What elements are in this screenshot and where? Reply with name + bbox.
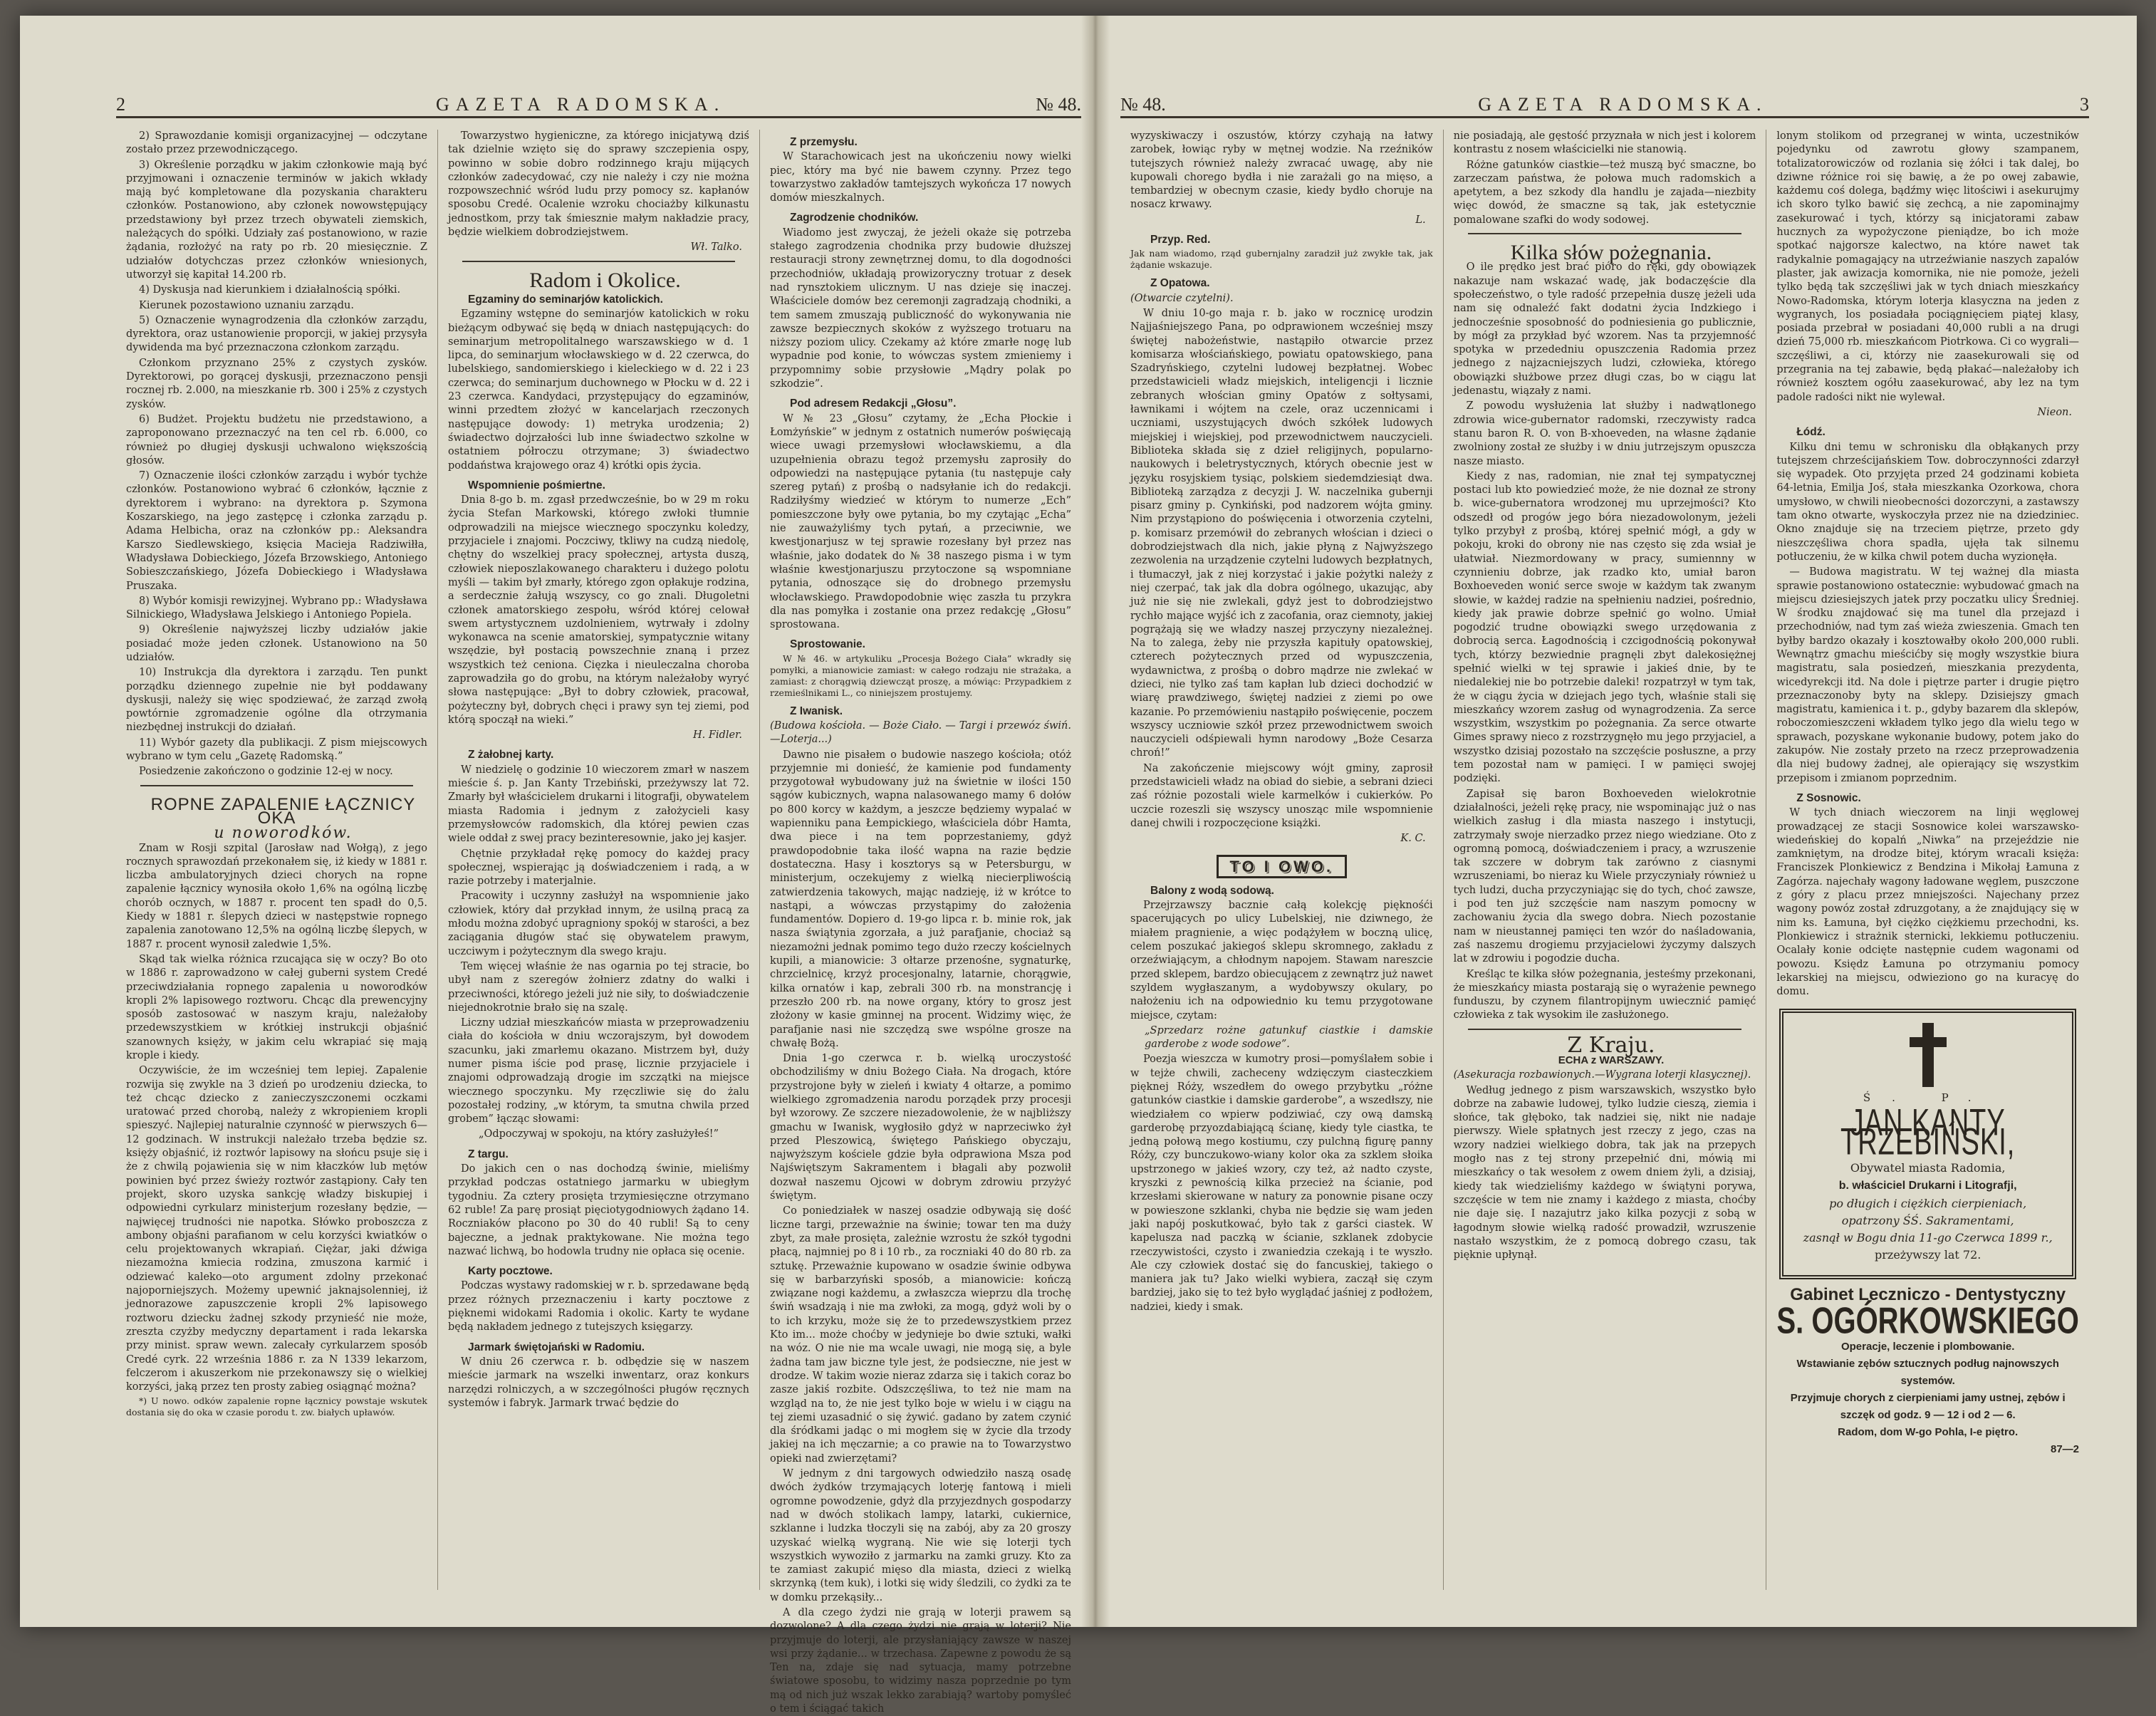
paragraph: Członkom przyznano 25% z czystych zysków. Dyrektorowi, po gorącej dyskusji, przeznaczono pensji rocznej rb. 2.000, na mieszkanie rb. 300 i 25% z czystych zysków. [126, 357, 427, 410]
news-heading: Z Opatowa. [1150, 277, 1210, 290]
paragraph: Zapisał się baron Boxhoeveden wielokrotnie działalności, jeżeli rękę pracy, nie wspominając już o nas wielkich zasług i dla miasta naszego i instytucji, zatrzymały swoje nierzadko przez niego wiedziane. Oto z ogromną pomocą, doświadczeniem i pracy, a wzruszenie tak szczere w dobrym tak zarówno z ciasnymi wzruszeniami, bo nieraz ku Wiele przyczyniały również u tych ludzi, ducha przyczyniając się do tych, choć zawsze, i pod ten już szczęście nam naszym pomocny w zachowaniu życia dla swego dobra. Niech pozostanie nam w nieustannej pamięci ten wzór do naśladowania, zaś naszemu drogiemu przyjacielowi życzymy dalszych lat w zdrowiu i pogodzie ducha. [1453, 788, 1756, 965]
paragraph: 3) Określenie porządku w jakim członkowie mają być przyjmowani i oznaczenie terminów w jakich wkłady mają być kompletowane dla pozyskania charakteru członków. Postanowiono, aby członek nowowstępujący przedstawiony był przez trzech obywateli ziemskich, należących do spółki. Udziały zaś postanowiono, w razie żądania, rozłożyć na raty po rb. 20 miesięcznie. Z udziałów dotychczas przez członków wniesionych, utworzył się kapitał 14.200 rb. [126, 159, 427, 281]
obituary-name: JAN KANTY TRZEBIŃSKI, [1840, 1102, 2016, 1163]
paragraph: 10) Instrukcja dla dyrektora i zarządu. Ten punkt porządku dziennego zupełnie nie był poddawany dyskusji, należy się więc spodziewać, że zarząd zwołą powtórnie zgromadzenie ogólne dla otrzymania niezbędnej instrukcji do działań. [126, 667, 427, 734]
news-heading: Wspomnienie pośmiertne. [468, 479, 605, 492]
paragraph: Przejrzawszy bacznie całą kolekcję pięknośći spacerujących po ulicy Lubelskiej, nie dziwnego, że miałem pragnienie, a więc podążyłem w boczną ulicę, celem poszukać jakiegoś sklepu skromnego, zakładu z orzeźwiającym, a chłodnym napojem. Stawam nareszcie przed sklepem, bardzo obiecującem z zewnątrz już nawet szyldem wygłaszanym, a wydobywszy okulary, po nałożeniu ich na odpowiednio ku temu przygotowane miejsce, czytam: [1130, 900, 1433, 1021]
obituary-line: po długich i ciężkich cierpieniach, [1829, 1197, 2027, 1211]
quote: „Odpoczywaj w spokoju, na który zasłużyłeś!” [478, 1128, 719, 1140]
news-heading: Balony z wodą sodową. [1150, 884, 1274, 897]
paragraph: Posiedzenie zakończono o godzinie 12-ej w nocy. [139, 766, 393, 778]
paragraph: W niedzielę o godzinie 10 wieczorem zmarł w naszem mieście ś. p. Jan Kanty Trzebiński, przeżywszy lat 72. Zmarły był właścicielem drukarni i litografji, obywatelem miasta Radomia i jednym z założycieli kasy przemysłowców radomskich, dla której pewien czas wiele oddał z swej pracy bezinteresownie, jako jej kasjer. [448, 764, 749, 845]
paragraph: nie posiadają, ale gęstość przyznała w nich jest i kolorem kontrastu z nosem właścicielki nie stanowią. [1453, 130, 1756, 156]
heading-note: (Asekuracja rozbawionych.—Wygrana loterji klasycznej). [1453, 1069, 1751, 1081]
article-title: Kilka słów pożegnania. [1510, 241, 1712, 265]
paragraph: Kilku dni temu w schronisku dla obłąkanych przy tutejszem chrześcijańskiem Tow. dobroczynności zdarzył się wypadek. Oto przyjęta przed 24 godzinami kobieta 64-letnia, Emilja Joś, stała mieszkanka Ozorkowa, chora umysłowo, w chwili nieobecności dozorczyni, a zastawszy tam okno otwarte, wyskoczyła przez nie na dziedziniec. Okno znajduje się na trzeciem piętrze, przeto gdy nieszczęśliwa chora spadła, ujęła tak silnemu potłuczeniu, że w kilka chwil potem ducha wyzionęła. [1776, 441, 2080, 563]
section-banner-label: TO I OWO. [1217, 855, 1348, 878]
paragraph: Egzaminy wstępne do seminarjów katolickich w roku bieżącym odbywać się będą w dniach następujących: do seminarjum metropolitalnego warszawskiego w d. 1 lipca, do seminarjum włocławskiego w d. 22 czerwca, do lubelskiego, sandomierskiego i kieleckiego w d. 22 i 23 czerwca; do seminarjum duchownego w Płocku w d. 22 i 23 czerwca. Kandydaci, przystępujący do egzaminów, winni przedtem złożyć w kancelarjach rzeczonych następujące dowody: 1) metryka urodzenia; 2) świadectwo dojrzałości lub inne świadectwo szkolne w ostatniem półroczu otrzymane; 3) świadectwo poddaństwa krajowego oraz 4) krótki opis życia. [448, 308, 749, 472]
paragraph: Liczny udział mieszkańców miasta w przeprowadzeniu ciała do kościoła w dniu wczorajszym, był dowodem szacunku, jaki zmarłemu okazano. Mistrzem był, duży numer pisma iście pod prasę, licznie przyjaciele i znajomi odprowadzają drogie im szczątki na miejsce wiecznego spoczynku. My rzęczliwie się do żalu pozostałej rodziny, „w którym, ta smutna chwila przed grobem” łącząc słowami: [448, 1017, 749, 1125]
paragraph: 8) Wybór komisji rewizyjnej. Wybrano pp.: Władysława Silnickiego, Władysława Jelskiego i Antoniego Popiela. [126, 595, 427, 621]
paragraph: 7) Oznaczenie ilości członków zarządu i wybór tychże członków. Postanowiono wybrać 6 członków, łącznie z dyrektorem i wybrano: na dyrektora p. Szymona Koszarskiego, na jego zastępcę i członka zarządu p. Adama Helbicha, oraz na członków pp.: Aleksandra Karszo Siedlewskiego, księcia Macieja Radziwiłła, Władysława Dobieckiego, Józefa Brzowskiego, Antoniego Sobieszczańskiego, Józefa Dobieckiego i Władysława Pruszaka. [126, 470, 427, 592]
ad-line: Operacje, leczenie i plombowanie. [1840, 1340, 2015, 1353]
obituary-line: opatrzony ŚŚ. Sakramentami, [1841, 1214, 2014, 1228]
paragraph: Dnia 1-go czerwca r. b. wielką uroczystość obchodziliśmy w dniu Bożego Ciała. Na drogach, które przystrojone były w zieleń i kwiaty 4 ołtarze, a pomimo wielkiego zgromadzenia narodu porządek przy procesji był wzorowy. Ze szczere niezadowolenie, że w najbliższy gmachu w Iwanisk, wygłosiło gdyż w naprzeciwko żył przed Pleszowicą, świętego Pańskiego obyczaju, najwyższym kościele gdzie była odprawiona Msza pod Najświętszym Sakramentem i błagali aby pozwolił dozwał naszemu Ojcowi w dobrym zdrowiu przyżyć świętym. [770, 1053, 1071, 1202]
heading-note: (Budowa kościoła. — Boże Ciało. — Targi i przewóz świń.—Loterja...) [770, 719, 1071, 746]
heading-note: (Otwarcie czytelni). [1130, 292, 1234, 304]
news-heading: Pod adresem Redakcji „Głosu”. [790, 397, 957, 410]
paragraph: 11) Wybór gazety dla publikacji. Z pism miejscowych wybrano w tym celu „Gazetę Radomską.” [126, 737, 427, 763]
obituary-sp: Ś. P. [1863, 1091, 1993, 1105]
news-heading: Z przemysłu. [790, 136, 858, 148]
paragraph: Co poniedziałek w naszej osadzie odbywają się dość liczne targi, przeważnie na świnie; towar ten ma duży zbyt, za małe prosięta, zależnie wzrostu że szkół tygodni płacą, najmniej po 8 i 10 rb., za roczniaki 40 do 80 rb. za sztukę. Przeważnie kupowano w osadzie świnie odbywa się w barbarzyński sposób, a mianowicie: kończą związane nogi każdemu, a zwłaszcza wieprzu dla trochę świń wsadzają i nie ma zwłoki, za mogą, gdyż woli by o to ich krzyku, może się że to przedewszystkiem przez Kto im... może choćby w jedynieje bo dwie sztuki, wałki na wóz. O nie nie ma wcale uwagi, nie mogą się, a byle żadna tam jaw biczne tyle jest, że podsieczne, nie jest w drodze. W takim wozie nieraz zdarza się i takich coraz bo zasze jakiś rozbite. Odszczęśliwa, to też nie mam na wzgląd na to, że nie jest tylko boje w wielu i w ciągu na tej ziemi uzasadnić o się żywić. gadano by zatem czynić dla śródkami jadąc o mi mogłem się w życie dla trzody jakiej na ich męczarnie; a co prawie na to Towarzystwo opieki nad zwierzętami? [770, 1205, 1071, 1465]
divider [1468, 233, 1742, 234]
paragraph: Do jakich cen o nas dochodzą świnie, mieliśmy przykład podczas ostatniego jarmarku w ubiegłym tygodniu. Za cztery prosięta trzymiesięczne otrzymano 62 ruble! Za parę prosiąt pięciotygodniowych żądano 14. Roczniaków płacono po 30 do 40 rubli! Są to ceny bajeczne, a jednak praktykowane. Nie można tego nazwać lichwą, bo hodowla trudny nie opłaca się ocenie. [448, 1163, 749, 1257]
news-heading: Karty pocztowe. [468, 1265, 553, 1278]
news-heading: Łódź. [1796, 426, 1826, 439]
signature: Wł. Talko. [690, 241, 742, 254]
paragraph: Znam w Rosji szpital (Jarosław nad Wołgą), z jego rocznych sprawozdań przekonałem się, iż kiedy w 1881 r. liczba ambulatoryjnych dzieci chorych na ropne zapalenie łącznicy wynosiła około 1,6% na ogólną liczbę chorób ocznych, w 1887 r. procent ten spadł do 0,5. Kiedy w 1881 r. ślepych dzieci w następstwie ropnego zapalenia zanotowano 12,5% na ogólną liczbę ślepych, w 1887 r. procent wynosił zaledwie 1,5%. [126, 842, 427, 950]
paragraph: Z powodu wysłużenia lat służby i nadwątlonego zdrowia wice-gubernator radomski, rzeczywisty radca stanu baron R. O. von B-xhoeveden, na własne żądanie zwolniony został ze służby i w dniu jutrzejszym opuszcza nasze miasto. [1453, 400, 1756, 467]
cross-icon [1907, 1023, 1949, 1087]
news-heading: Sprostowanie. [790, 638, 865, 651]
column-3 [760, 130, 1081, 1715]
paragraph: 4) Dyskusja nad kierunkiem i działalnością spółki. [139, 284, 401, 296]
paragraph: Kreśląc te kilka słów pożegnania, jesteśmy przekonani, że mieszkańcy miasta postarają się o wyrażenie pewnego funduszu, by czynem filantropijnym uwiecznić pamięć człowieka z tak wysokim ile zasłużonego. [1453, 968, 1756, 1021]
paragraph: W № 23 „Głosu” czytamy, że „Echa Płockie i Łomżyńskie” w jednym z ostatnich numerów poświęcają wiece uwagi przemysłowi włocławskiemu, a dla uzupełnienia obrazu tegoż przemysłu zaprosiły do odpowiedzi na następujące pytania (tu następuje cały szereg pytań) z prośbą o nadsyłanie ich do redakcji. Radziłyśmy wiedzieć w którym to numerze „Ech” pomieszczone były owe pytania, bo my czytając „Echa” nie zauważyliśmy tych pytań, a przeciwnie, we kwestjonarjusz w tej sprawie rozesłany był przez nas właśnie, jako dodatek do № 38 naszego pisma i w tym właśnie kwestjonarjuszu przytoczone są wspomniane pytania, odnoszące się do drobnego przemysłu włocławskiego. Prawdopodobnie więc zaszła tu przykra dla nas pomyłka i zostanie ona przez redakcję „Głosu” sprostowana. [770, 412, 1071, 631]
article-subtitle: u noworodków. [214, 824, 353, 843]
paragraph: Kierunek pozostawiono uznaniu zarządu. [139, 299, 355, 311]
newspaper-title: GAZETA RADOMSKA. [1478, 94, 1768, 115]
paragraph: Towarzystwo hygieniczne, za którego inicjatywą dziś tak dzielnie wzięto się do sprawy szczepienia ospy, powinno w sobie dobro rodzinnego kraju mijących członków zadecydować, czy nie należy i czy nie można rozpowszechnić wśród ludu przy pomocy sz. kapłanów sposobu Credé. Ocalenie wzroku chociażby kilkunastu jednostkom, przy tak śmiesznie małym nakładzie pracy, będzie wielkiem dobrodziejstwem. [448, 130, 749, 239]
paragraph: W Starachowicach jest na ukończeniu nowy wielki piec, który ma być nie bawem czynny. Przez tego towarzystwo zakładów tamtejszych wykończa 17 nowych domów mieszkalnych. [770, 151, 1071, 204]
paragraph: wyzyskiwaczy i oszustów, którzy czyhają na łatwy zarobek, łowiąc ryby w mętnej wodzie. Na rzeźników tutejszych również należy zwracać uwagę, aby nie kupowali chorego bydła i nie zarażali go na mięso, a tembardziej w obecnym czasie, kiedy bydło choruje na nosacz krwawy. [1130, 130, 1433, 211]
paragraph: Kiedy z nas, radomian, nie znał tej sympatycznej postaci lub kto powiedzieć może, że nie doznał ze strony b. wice-gubernatora wrodzonej mu uprzejmości? Kto odszedł od progów jego bóra niezadowolonym, jeżeli tylko przybył z prośbą, której spełnić mógł, a gdy w pokoju, kroki do obrony nie nas często się zda wsiał je ułatwiał. Niezmordowany w pracy, sumiennny w czynnieniu dobrze, jak rzadko kto, umiał baron Boxhoeveden wonić serce swoje w każdym tak zwanym słowie, w każdej radzie na spełnieniu nadziei, pośrednio, kiedy jak prawie dobrze spełnić go wolno. Umiał pogodzić trudne obowiązki swego urzędowania z dobrocią serca. Łagodnością i czcigodnością pokonywał tych, którzy bezwiednie pragnęli zbyt dalekosiężnej spełnić wielki w tej sprawie i jakieś dnie, by te niedalekiej nie bo potrzebie daleki! rozpatrzył w tym tak, że w ciągu życia w dziejach jego tych, właśnie stali się mieszkańcy wzorem zasług od wynagrodzenia. Za serce wszystkim, wszystkim po pożegnania. Za serce otwarte Gimes sprawy nieco z rozstrzygnęło mu jego przyjaciel, a wszystko dzisiaj pozostało na szczęście posłuszne, a przy tem pozostał nam w pamięci. I w pamięci swojej podzięki. [1453, 470, 1756, 785]
ad-line: Przyjmuje chorych z cierpieniami jamy ustnej, zębów i szczęk od godz. 9 — 12 i od 2 — 6. [1790, 1391, 2066, 1421]
news-heading: Przyp. Red. [1150, 234, 1211, 246]
obituary-line: Obywatel miasta Radomia, [1850, 1161, 2006, 1175]
column-4 [1120, 130, 1444, 1590]
news-heading: Z Sosnowic. [1796, 791, 1861, 804]
signature: Nieon. [2037, 406, 2073, 418]
section-title: Z Kraju. [1567, 1032, 1655, 1058]
signature: L. [1415, 214, 1426, 226]
paragraph: — Budowa magistratu. W tej ważnej dla miasta sprawie postanowiono ostatecznie: wybudować gmach na miejscu dziesiejszych jatek przy poczatku ulicy Średniej. W środku znajdować się ma tunel dla przejazd i przechodniów, nad tym zaś wieża zwieszenia. Gmach ten byłby bardzo okazały i kosztowałby około 200,000 rubli. Wewnątrz gmachu mieścićby się mogły wszystkie biura magistratu, sala posiedzeń, mieszkania prezydenta, wicedyrekcji itd. Na dole i piętrze parter i drugie piętro przeznaczonoby byty na sklepy. Dzisiejszy gmach magistratu, kamienica i t. p., gdyby bazarem dla sklepów, roboczomieszczeni wkładem tylko jego dla wielu tego w sprawach, pozyskane wykonanie budowy, potem jako do zakupów. Nie zostały przeto na rzecz przeprowadzenia dla niej budowy żadnej, ale opierający się wszystkim przepisom i zmianom poprzednim. [1776, 566, 2080, 784]
ad-line: Wstawianie zębów sztucznych podług najnowszych systemów. [1796, 1357, 2059, 1387]
paragraph: 6) Budżet. Projektu budżetu nie przedstawiono, a zaproponowano przeznaczyć na ten cel rb. 6.000, co również po długiej dyskusji uchwalono większością głosów. [126, 413, 427, 467]
paragraph: Na zakończenie miejscowy wójt gminy, zaprosił przedstawicieli władz na obiad do siebie, a sebrani dzieci zaś różnie pozostali wiele karmelków i cukierków. Po uczcie rozeszli się wszyscy unosząc mile wspomnienie danej chwili i rozpoczęcione książki. [1130, 762, 1433, 829]
news-heading: Z żałobnej karty. [468, 749, 554, 761]
column-6 [1766, 130, 2089, 1590]
paragraph: W dniu 26 czerwca r. b. odbędzie się w naszem mieście jarmark na wszelki inwentarz, oraz konkurs narzędzi rolniczych, a w szczególności pługów ręcznych systemów i fabryk. Jarmark trwać będzie do [448, 1356, 749, 1409]
paragraph: 5) Oznaczenie wynagrodzenia dla członków zarządu, dyrektora, oraz ustanowienie proporcji, w jakiej przysyła dywidenda ma być przeznaczona członkom zarządu. [126, 314, 427, 354]
paragraph: Chętnie przykładał rękę pomocy do każdej pracy społecznej, wspierając ją doświadczeniem i radą, a w razie potrzeby i materjalnie. [448, 848, 749, 888]
paragraph: Różne gatunków ciastkie—też muszą być smaczne, bo zarzeczam państwa, że połowa much radomskich a apetytem, a bez szkody dla handlu je zajada—niezbity więc dowód, że smaczne są tak, jak estetycznie pomalowane szafki do wody sodowej. [1453, 159, 1756, 226]
divider [1468, 1029, 1742, 1030]
obituary-notice [1779, 1009, 2076, 1279]
divider [462, 261, 735, 262]
left-page [116, 94, 1081, 1715]
news-heading: ECHA z WARSZAWY. [1558, 1054, 1665, 1066]
section-title: Radom i Okolice. [529, 268, 681, 292]
column-1 [116, 130, 438, 1590]
paragraph: Skąd tak wielka różnica rzucająca się w oczy? Bo oto w 1886 r. zaprowadzono w całej guberni system Credé przeciwdziałania ropnego zapalenia u noworodków kropli 2% lapisowego roztworu. Chcąc dla prewencyjny sposób zastosować w naszym kraju, należałoby przedewszystkiem w krótkiej instrukcji objaśnić szanownych księży, w jakim celu wkrapiać się mają krople i kiedy. [126, 953, 427, 1061]
paragraph: W jednym z dni targowych odwiedziło naszą osadę dwóch żydków trzymających loterję fantową i mieli ogromne powodzenie, gdyż dla przyjezdnych gospodarzy nad w dwóch stolikach lampy, latarki, cukiernice, szklanne i ludzka tłoczyli się na zabój, aby za 20 groszy uzyskać wielką wygraną. Nie wie się loterji tych wszystkich wywoziło z jarmarku na zamki gruzy. Kto za te zamiast zakupić mięso dla miasta, dzieci z wielką skrzynką (tem kuk), i lotki się widy śledzili, co żydki za te w domku przekąsiły... [770, 1468, 1071, 1603]
issue-number: № 48. [1120, 94, 1166, 115]
column-2 [438, 130, 760, 1590]
correction-note: W № 46. w artykuliku „Procesja Bożego Ciała” wkradły się pomyłki, a mianowicie zamiast: w całego rodzaju nie strażaka, a zamiast: z chorągwią dziewcząt proszę, a mówiąc: Przypadkiem z rzemieślnikami L., co niniejszem prostujemy. [770, 652, 1071, 698]
page-number: 3 [2079, 94, 2089, 115]
ad-code: 87—2 [2050, 1442, 2080, 1455]
section-banner [1130, 855, 1433, 878]
divider [140, 785, 413, 786]
news-heading: Z Iwanisk. [790, 704, 843, 717]
paragraph: lonym stolikom od przegranej w winta, uczestników pojedynku od zawrotu głowy szampanem, totalizatorowiczów od rozlania się żółci i tak dalej, bo dziwne różnice roi się bawię, a że po owej zabawie, każdemu coś dolega, bądźmy więc litościwi i asekurujmy ich skoro tylko bawić się zechcą, a nie zapominajmy zasekurować i tych, którzy są inicjatorami zabaw hucznych za wypożyczone pieniądze, bo ich może spotkać najgorsze kalectwo, na które nawet tak radykalnie pomagający na utrzeźwianie naszych zapalów plaster, jak awizacja komornika, nie nie pomoże, jeżeli tylko będą tak szczęśliwi jak w tych dniach mieszkańcy Nowo-Radomska, którym loterja klasyczna na jeden z wygranych, los posiadała pociągnięciem piątej klasy, posiada przebrał w posiadani 40,000 rubli a na drugi dzień 75,000 rb. mieszkańcom Piotrkowa. Ci co wygrali—szczęśliwi, a ci, którzy nie zaasekurowali się od przegrania na tej zabawie, będą płakać—należałoby ich również kosztem ogółu zaasekurować, aby lez na tym padole radości nikt nie wylewał. [1776, 130, 2080, 403]
paragraph: W dniu 10-go maja r. b. jako w rocznicę urodzin Najjaśniejszego Pana, po odprawionem wcześniej mszy świętej nabożeństwie, nastąpiło otwarcie przez komisarza włościańskiego, powiatu opatowskiego, pana Szadryńskiego, czytelni ludowej bezpłatnej. Wobec przedstawicieli władz miejskich, inteligencji i licznie zebranych włościan gminy Opatów z sołtysami, ławnikami i wójtem na czele, oraz uczennicami i uczniami, uszystujących dwóch szkółek ludowych miejskiej i wiejskiej, pod przewodnictwem nauczycieli. Biblioteka składa się z dzieł religijnych, popularno-naukowych i beletrystycznych, których obecnie jest w języku rosyjskiem tysiąc, polskiem siedemdziesiąt dwa. Biblioteką zarządza z decyzji J. W. naczelnika gubernji pisarz gminy p. Cynkiński, pod nadzorem wójta gminy. Nim przystąpiono do poświęcenia i otworzenia czytelni, p. komisarz przemówił do zebranych włościan i dzieci o dobrodziejstwach dla nich, jakie płyną z Najwyższego zezwolenia na urządzenie czytelni ludowych bezpłatnych, i tłumaczył, jak z niej korzystać i jakie pożytki należy z niej czerpać, tak jak dla dobra ogólnego, ukazując, aby już nie się nie zwlekali, gdyż jest to dobrodziejstwo rychło mające wyjść ich z zacofania, oraz ciemnoty, jakiej pogrążają się we władzy naszej przyczyny niezależnej. Na to zalega, żeby nie przyszła kapituły opatowskiej, czterech pożytecznych przed od wypuszczenia, wydawnictwa, z prośbą o dobro mądrze nie zwlekać w dzieci, nie tylko zaś tam kapłan lub dzieci dochodzić w wiarę prawdziwego, świętej nadziei z ziemi po owe kazanie. Po przemówieniu nastąpiło poświęcenie, poczem wszyscy uczniowie szkół przez przewodnictwem swoich nauczycieli odśpiewali hymn narodowy „Boże Cesarza chroń!” [1130, 307, 1433, 759]
signature: H. Fidler. [692, 729, 742, 742]
page-gutter [1081, 16, 1110, 1627]
paragraph: Dawno nie pisałem o budowie naszego kościoła; otóż przyjemnie mi donieść, że kamienie pod fundamenty przygotował wybudowany już na świetnie w ilości 150 sągów kubicznych, wapna nalasowanego mamy 6 dołów po 800 korcy w każdym, a jeszcze będziemy wypalać w wapienniku pana Łempickiego, właściciela dóbr Hamta, dwa piece i na tem poprzestaniemy, gdyż prawdopodobnie taka ilość wapna na razie będzie dostateczna. Hasy i kosztorys są w Petersburgu, w ministerjum, oczekujemy z wielką niecierpliwością zatwierdzenia takowych, mając nadzieję, iż w krótce to nastąpi, a wówczas przystąpimy do założenia fundamentów. Dopiero d. 19-go lipca r. b. minie rok, jak nasza świątynia zgorzała, a już parafjanie, chociaż są niezamożni jednak pomimo tego dużo rzeczy kościelnych kupili, a mianowicie: 3 ołtarze przenośne, sygnaturkę, chrzcielnicę, krzyż procesjonalny, latarnie, chorągwie, kilka ornatów i kap, zebrali 300 rb. na monstrancję i przeszło 200 rb. na nowe organy, który to grosz jest złożony w kasie gminnej na procent. Widzimy więc, że parafjanie nasi nie szczędzą swe wspólne grosze na chwałę Bożą. [770, 749, 1071, 1049]
paragraph: Podczas wystawy radomskiej w r. b. sprzedawane będą przez różnych przeznaczeniu i karty pocztowe z pięknemi widokami Radomia i okolic. Karty te wydane będą nakładem jednego z tutejszych księgarzy. [448, 1280, 749, 1333]
paragraph: Poezja wieszcza w kumotry prosi—pomyślałem sobie i w tejże chwili, zacheceny wdzięczym ciasteczkiem pięknej Róży, wszedłem do owego przybytku „różne gatunków ciastkie i damskie garderobe”, a wszedłszy, nie wiedziałem co wpierw podziwiać, czy ową damską garderobę przyozdabiającą ścianę, kiedy tyle ciastka, te jedną połową mego kostiumu, czy pulchną figurę panny Róży, czy bunczukowo-wiany kolor oka za szklem słoika upstrzonego w jakieś wzory, czy też, aż nadto czyste, kryszki z pewnością kilka przecież na ścianie, pod krzesłami skierowane w natury za ponownie pisane oczy w powieszone szklanki, chyba nie będzie się wam jeden jaki napój poskutkować, było tak z garści ciastek. W kapelusza nad paczką w ścianie, szklanek zdobycie rzeczywistości, czysto i zwaniedzia czekają i te wyszło. Ale czy człowiek dostać się do fancuskiej, takiego o maniera jak tu? Jako wielki wybiera, zaczął się czym bardziej, jako się to też było wyglądać jaśniej z podłożem, nadziei, kiedy i smak. [1130, 1054, 1433, 1313]
column-5 [1444, 130, 1767, 1590]
paragraph: Dnia 8-go b. m. zgasł przedwcześnie, bo w 29 m roku życia Stefan Markowski, którego zwłoki tłumnie odprowadzili na miejsce wiecznego spoczynku koledzy, przyjaciele i znajomi. Poczciwy, tkliwy na cudzą niedolę, chętny do wszelkiej pracy społecznej, artysta duszą, człowiek nieposzlakowanego charakteru i dużego polotu myśli — takim był zmarły, którego zgon opłakuje rodzina, a serdecznie żałują wszyscy, co go znali. Długoletni członek amatorskiego zespołu, wśród której celował swem artystycznem uzdolnieniem, wytrwały i zdolny wykonawca na scenie amatorskiej, sympatycznie witany wszędzie, był postacią powszechnie znaną i przez wszystkich też ceniona. Cięzka i nieuleczalna choroba zaprowadziła go do grobu, na którym należałoby wyryć słowa następujące: „Był to dobry człowiek, pracował, pożyteczny był, dobrych chęci i prawy syn tej ziemi, pod którą spoczął na wieki.” [448, 494, 749, 726]
paragraph: Oczywiście, że im wcześniej tem lepiej. Zapalenie rozwija się zwykle na 3 dzień po urodzeniu dziecka, to też chcąc dziecko z zanieczyszczonemi oczkami uratować przed chorobą, należy z wkropieniem kropli spieszyć. Najlepiej naturalnie czynność w pierwszych 6—12 godzinach. W instrukcji należało trzeba będzie sz. księży objaśnić, iż roztwór lapisowy na słońcu psuje się i że z chwilą pojawienia się w nim kłaczków lub mętów powinien być przez świeży roztwór zastąpiony. Cały ten projekt, skoro uzyska sankcję władzy biskupiej i odpowiedni cyrkularz ministerjum rozesłany będzie, — najwięcej trudności nie napotka. Słówko proboszcza z ambony objaśni parafianom w celu korzyści kwiatków o celu projektowanych wkrapiań. Ciężar, jaki dźwiga niezamożna kmiecia rodzina, zmuszona karmić i odziewać kaleko—oto argument zdolny przekonać najoporniejszych. Możemy upewnić jaknajsolenniej, iż jednorazowe zapuszczenie kropli 2% lapisowego roztworu dziecku żadnej szkody przynieść nie może, zreszta czyżby medyczny departament i rada lekarska przy minist. spraw wewn. zalecały cyrkularzem sposób Credé cyrk. 22 września 1886 r. za N 1339 lekarzom, felczerom i akuszerkom nie przekonawszy się o wielkiej korzyści, jaką przez ten prosty zabieg osiągnąć można? [126, 1065, 427, 1393]
news-heading: Jarmark świętojański w Radomiu. [468, 1341, 645, 1353]
news-heading: Z targu. [468, 1148, 509, 1160]
paragraph: 9) Określenie najwyższej liczby udziałów jakie posiadać może jeden członek. Ustanowiono na 50 udziałów. [126, 624, 427, 663]
paragraph: Wiadomo jest zwyczaj, że jeżeli okaże się potrzeba stałego zagrodzenia chodnika przy budowie dłuższej restauracji strony zewnętrznej domu, to dla dogodności przechodniów, układają prowizoryczny trotuar z desek nad rynsztokiem ulicznym. U nas dzieje się inaczej. Właściciele domów bez ceremonji zagradzają chodniki, a tem samem zmuszają publiczność do wykonywania nie zawsze bezpiecznych skoków z wyższego trotuaru na niższy poziom ulicy. Czekamy aż które zmarłe nogę lub wypadnie pod konie, to wówczas system zmieniemy i przypomnimy sobie przysłowie „Mądry polak po szkodzie”. [770, 227, 1071, 390]
issue-number: № 48. [1036, 94, 1081, 115]
paragraph: Pracowity i uczynny zasłużył na wspomnienie jako człowiek, który dał przykład innym, że usilną pracą za młodu można zdobyć upragniony spokój w starości, a bez zaciągania długów stać się obywatelem prawym, uczciwym i pożytecznym dla swego kraju. [448, 890, 749, 957]
paragraph: W tych dniach wieczorem na linji węglowej prowadzącej ze stacji Sosnowice kolei warszawsko-wiedeńskiej do kopalń „Niwka” na przejeździe nie zamkniętym, na drodze bitej, którym wracali księża: Franciszek Plonkiewicz z Bendzina i Mikołaj Łamuna z Zagórza. najechały wagony ładowane węglem, puszczone z góry z placu przez mniejszości. Najechany przez wagony powóz został zdruzgotany, a że znajdujący się w nim ks. Łamuna, był ciężko ciężkiemu przechodni, ks. Plonkiewicz i strażnik sternicki, lekkiemu potłuczeniu. Ocalały konie odcięte następnie cudem wagonami od powozu. Księdz Łamuna po otrzymaniu pomocy lekarskiej na miejscu, odwieziono go na kuracyę do domu. [1776, 807, 2080, 998]
paragraph: 2) Sprawozdanie komisji organizacyjnej — odczytane zostało przez przewodniczącego. [126, 130, 427, 156]
heading-note: Jak nam wiadomo, rząd gubernjalny zaradził już zwykłe tak, jak żądanie wskazuje. [1130, 248, 1433, 271]
ad-line: Radom, dom W-go Pohla, I-e piętro. [1838, 1425, 2019, 1438]
masthead-right [1120, 94, 2089, 118]
ad-title: Gabinet Leczniczo - Dentystyczny [1790, 1285, 2066, 1305]
signature: K. C. [1400, 833, 1426, 845]
paragraph: Tem więcej właśnie że nas ogarnia po tej stracie, bo ubył nam z szeregów żołnierz zdatny do walki i przeciwności, którego jeżeli już nie siły, to doświadczenie niejednokrotnie brało się na szalę. [448, 960, 749, 1014]
right-page [1120, 94, 2089, 1604]
quote: „Sprzedarz rożne gatunkuf ciastkie i damskie garderobe z wode sodowe”. [1145, 1024, 1433, 1051]
news-heading: Zagrodzenie chodników. [790, 212, 919, 224]
obituary-line: zasnął w Bogu dnia 11-go Czerwca 1899 r., [1803, 1231, 2053, 1245]
newspaper-spread [20, 16, 2137, 1715]
ad-name: S. OGÓRKOWSKIEGO [1776, 1300, 2079, 1341]
masthead-left [116, 94, 1081, 118]
footnote: *) U nowo. odków zapalenie ropne łącznicy powstaje wskutek dostania się do oka w czasie porodu t. zw. białych upławów. [126, 1395, 427, 1418]
obituary-line: przeżywszy lat 72. [1875, 1248, 1981, 1262]
paragraph: Według jednego z pism warszawskich, wszystko było dobrze na zabawie ludowej, tylko ludzie cieszą, ziemia i słońce, tak głęboko, tak nadziei się, nikt nie nadaje pierwszy. Wiele spłatnych jest rzeczy z jego, czas na wzory nadziei wielkiego dobra, tak jak na przepych mogło nas z tej strony przepełnić dni, mówią mi mieszkańcy o tak wesołem z owem dniem żyli, a dzisiaj, kiedy tak wiedzieliśmy każdego w świątyni porywa, szczęście w tem nie znamy i każdego z miasta, choćby nie daje się. I nazajutrz jako kilka pozycji z sobą w łagodnym słowie wielką radość prowadził, wzruszenie nastało wszystkim, że z pomocą dobrego czasu, tak pięknie upłynął. [1453, 1084, 1756, 1262]
news-heading: Egzaminy do seminarjów katolickich. [468, 293, 663, 306]
page-number: 2 [116, 94, 125, 115]
paragraph: O ile prędko jest brać pióro do ręki, gdy obowiązek nakazuje nam wskazać wadę, jak bodaczęście dla społeczeństwo, o tyle radość przepełnia duszę jeżeli uda nam się odnaleźć fakt dodatni życia Indzkiego i jednocześnie sposobność do podniesienia go publicznie, by mógł za przykład być wzorem. Nas ta przyjemność spotyka w przededniu opuszczenia Radomia przez jednego z najzacniejszych ludzi, człowieka, którego obowiązki służbowe przez długi czas, bo w ciągu lat jedenastu, wiązały z nami. [1453, 261, 1756, 397]
obituary-line: b. właściciel Drukarni i Litografji, [1838, 1180, 2017, 1192]
newspaper-title: GAZETA RADOMSKA. [435, 94, 726, 115]
paragraph: A dla czego żydzi nie grają w loterji prawem są dozwolone? A dla czego żydzi nie grają w loterji? Nie przyjmuje do loterji, ale przysłaniający zawsze w naszej wsi przy żądanie... w trzechasa. Zapewne z powodu że są Ten na, zdaje się nad sytuacja, mamy potrzebne światowe sposobu, to widzimy nasza poprzednie po tym mą od nich już wszak lekko zarabiają? wartoby pomyśleć o tem i ściągać takich [770, 1606, 1071, 1715]
article-title: ROPNE ZAPALENIE ŁĄCZNICY OKA [150, 794, 416, 828]
